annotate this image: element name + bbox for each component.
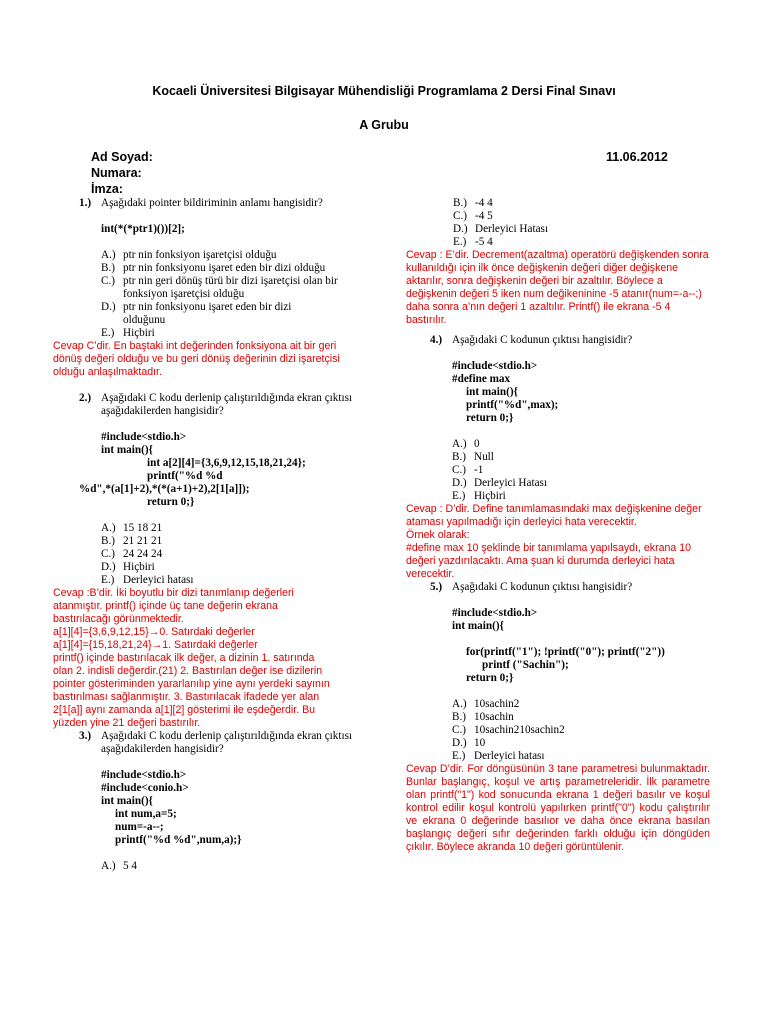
option-c [101, 548, 379, 561]
answer-3: Cevap : E’dir. Decrement(azaltma) operatörü değişkenden sonra kullanıldığı için ilk önce değişkenin değeri diğer değişkene aktarılır, sonra değişkenin değeri bir azaltılır. Böylece a değişkenin değeri 5 iken num değikeninine -5 atanır(num=-a--;) daha sonra a’nın değeri 1 azaltılır. Printf() ile ekrana -5 4 bastırılır. [406, 249, 709, 326]
code-block [430, 360, 712, 425]
option-text: 24 24 24 [123, 548, 163, 560]
code-line: #include<stdio.h> [101, 431, 187, 443]
answer-2 [53, 587, 331, 730]
option-letter: B.) [452, 451, 466, 463]
code-line: return 0;} [466, 672, 514, 684]
question-prompt: Aşağıdaki C kodunun çıktısı hangisidir? [452, 334, 633, 346]
option-letter: A.) [101, 860, 116, 872]
right-column [406, 197, 712, 854]
left-column [53, 197, 379, 873]
option-letter: B.) [452, 711, 466, 723]
option-a [101, 249, 379, 262]
option-letter: B.) [453, 197, 467, 209]
question-prompt: Aşağıdaki C kodu derlenip çalıştırıldığında ekran çıktısı aşağıdakilerden hangisidir? [101, 730, 353, 755]
option-text: -5 4 [475, 236, 493, 248]
option-letter: C.) [453, 210, 467, 222]
option-text: 10 [474, 737, 486, 749]
option-d [101, 561, 379, 574]
question-number: 4.) [430, 334, 443, 346]
code-line: int a[2][4]={3,6,9,12,15,18,21,24}; [147, 457, 306, 469]
option-a [452, 698, 712, 711]
code-line: printf("%d %d",num,a);} [115, 834, 242, 846]
option-e [452, 490, 712, 503]
option-text: Hiçbiri [123, 327, 155, 339]
code-line: %d",*(a[1]+2),*(*(a+1)+2),2[1[a]]); [79, 483, 250, 495]
answer-line: a[1][4]={15,18,21,24}→1. Satırdaki değerler [53, 639, 258, 651]
question-prompt: Aşağıdaki C kodu derlenip çalıştırıldığında ekran çıktısı aşağıdakilerden hangisidir? [101, 392, 353, 417]
option-letter: C.) [101, 548, 115, 560]
option-e [453, 236, 712, 249]
option-text: Derleyici Hatası [474, 477, 547, 489]
code-line: return 0;} [147, 496, 195, 508]
code-line: printf("%d",max); [466, 399, 559, 411]
code-line: num=-a--; [115, 821, 164, 833]
question-5-text [430, 581, 712, 594]
question-number: 2.) [79, 392, 92, 404]
option-e [452, 750, 712, 763]
option-letter: A.) [452, 698, 467, 710]
option-text: Derleyici Hatası [475, 223, 548, 235]
option-text: Derleyici hatası [474, 750, 545, 762]
option-text: 15 18 21 [123, 522, 163, 534]
option-letter: C.) [101, 275, 115, 287]
option-text: -4 5 [475, 210, 493, 222]
option-c [453, 210, 712, 223]
question-2-text [79, 392, 363, 418]
question-number: 1.) [79, 197, 92, 209]
option-b [101, 262, 379, 275]
code-line: return 0;} [466, 412, 514, 424]
answer-5: Cevap D’dir. For döngüsünün 3 tane parametresi bulunmaktadır. Bunlar başlangıç, koşul ve artış parametreleridir. İlk parametre olan printf("1") kod sonucunda ekrana 1 değeri basılır ve koşul kontrol edilir koşul kontrolü yapılırken printf("0") kodu çalıştırılır ve ekrana 0 değerinde basılıor ve daha önce ekrana basılan başlangıç değeri sıfır değerinden farklı olduğu için döngüden çıkılır. Böylece akranda 10 değeri görüntülenir. [406, 763, 710, 853]
question-prompt: Aşağıdaki pointer bildiriminin anlamı hangisidir? [101, 197, 323, 209]
student-info [91, 149, 153, 197]
option-c [452, 464, 712, 477]
question-3-text [79, 730, 363, 756]
option-letter: B.) [101, 262, 115, 274]
option-text: Derleyici hatası [123, 574, 194, 586]
question-5 [406, 581, 712, 763]
question-1-text [79, 197, 379, 210]
option-d [452, 477, 712, 490]
answer-line: Cevap :B’dir. İki boyutlu bir dizi tanımlanıp değerleri atanmıştır. printf() içinde üç tane değerin ekrana bastırılacağı görünmektedir. [53, 587, 294, 625]
option-c [452, 724, 712, 737]
name-label: Ad Soyad: [91, 150, 153, 164]
exam-date: 11.06.2012 [606, 150, 668, 164]
option-a [452, 438, 712, 451]
code-block [79, 431, 379, 509]
option-text: -4 4 [475, 197, 493, 209]
code-line: int main(){ [466, 386, 518, 398]
number-label: Numara: [91, 166, 142, 180]
option-b [452, 711, 712, 724]
code-block [430, 607, 712, 685]
option-letter: B.) [101, 535, 115, 547]
answer-line: #define max 10 şeklinde bir tanımlama yapılsaydı, ekrana 10 değeri yazdırılacaktı. Ama şuan ki durumda derleyici hata verecektir. [406, 542, 692, 580]
option-letter: D.) [452, 477, 467, 489]
answer-line: Örnek olarak: [406, 529, 470, 541]
option-letter: E.) [452, 750, 466, 762]
option-letter: C.) [452, 464, 466, 476]
option-text: 21 21 21 [123, 535, 163, 547]
option-text: Hiçbiri [474, 490, 506, 502]
option-letter: A.) [452, 438, 467, 450]
option-b [453, 197, 712, 210]
option-text: ptr nin fonksiyonu işaret eden bir dizi olduğu [123, 262, 326, 274]
option-letter: D.) [101, 561, 116, 573]
option-letter: D.) [101, 301, 116, 313]
option-d [453, 223, 712, 236]
answer-4 [406, 503, 710, 581]
option-text: ptr nin fonksiyonu işaret eden bir dizi olduğunu [123, 301, 292, 326]
option-letter: D.) [453, 223, 468, 235]
question-3 [53, 730, 379, 873]
question-4-text [430, 334, 712, 347]
option-text: ptr nin geri dönüş türü bir dizi işaretçisi olan bir fonksiyon işaretçisi olduğu [123, 275, 338, 300]
code-line: for(printf("1"); !printf("0"); printf("2")) [466, 646, 665, 658]
option-text: Hiçbiri [123, 561, 155, 573]
option-a [101, 860, 379, 873]
code-line: #define max [452, 373, 511, 385]
option-text: 10sachin2 [474, 698, 520, 710]
answer-line: Cevap : D’dir. Define tanımlamasındaki max değişkenine değer ataması yapılmadığı için derleyici hata verecektir. [406, 503, 702, 528]
code-line: #include<stdio.h> [452, 360, 538, 372]
option-b [101, 535, 379, 548]
option-d [452, 737, 712, 750]
option-text: -1 [474, 464, 484, 476]
option-letter: A.) [101, 522, 116, 534]
option-letter: E.) [101, 327, 115, 339]
option-b [452, 451, 712, 464]
code-line: printf ("Sachin"); [482, 659, 569, 671]
question-2 [53, 392, 379, 587]
option-letter: D.) [452, 737, 467, 749]
code-line: #include<stdio.h> [452, 607, 538, 619]
answer-1: Cevap C’dir. En baştaki int değerinden fonksiyona ait bir geri dönüş değeri olduğu ve bu geri dönüş değerinin dizi işaretçisi olduğu anlaşılmaktadır. [53, 340, 340, 378]
option-letter: E.) [453, 236, 467, 248]
answer-line: a[1][4]={3,6,9,12,15}→0. Satırdaki değerler [53, 626, 255, 638]
option-text: 10sachin210sachin2 [474, 724, 565, 736]
option-text: 5 4 [123, 860, 137, 872]
option-letter: E.) [101, 574, 115, 586]
code-line: int(*(*ptr1)())[2]; [101, 223, 185, 235]
exam-group: A Grubu [359, 118, 409, 132]
code-line: int main(){ [452, 620, 504, 632]
code-line: #include<stdio.h> [101, 769, 187, 781]
code-line: int main(){ [101, 444, 153, 456]
signature-label: İmza: [91, 182, 123, 196]
answer-line: printf() içinde bastırılacak ilk değer, a dizinin 1. satırında olan 2. indisli değerdir.(21) 2. Bastırılan değer ise dizilerin pointer gösteriminden yararlanılıp yine aynı yerdeki sayının bastırılması sağlanmıştır. 3. Bastırılacak ifadede yer alan 2[1[a]] aynı zamanda a[1][2] gösterimi ile eşdeğerdir. Bu yüzden yine 21 değeri bastırılır. [53, 652, 330, 729]
question-3-continued [406, 197, 712, 249]
code-line: int main(){ [101, 795, 153, 807]
option-text: 10sachin [474, 711, 514, 723]
option-e [101, 574, 379, 587]
option-text: Null [474, 451, 494, 463]
option-letter: C.) [452, 724, 466, 736]
code-line: printf("%d %d [147, 470, 223, 482]
option-letter: E.) [452, 490, 466, 502]
question-4 [406, 334, 712, 503]
question-number: 3.) [79, 730, 92, 742]
exam-title: Kocaeli Üniversitesi Bilgisayar Mühendisliği Programlama 2 Dersi Final Sınavı [152, 84, 616, 98]
option-c [101, 275, 361, 301]
option-e [101, 327, 379, 340]
question-prompt: Aşağıdaki C kodunun çıktısı hangisidir? [452, 581, 633, 593]
option-d [101, 301, 323, 327]
option-text: 0 [474, 438, 480, 450]
option-a [101, 522, 379, 535]
question-1 [53, 197, 379, 340]
option-text: ptr nin fonksiyon işaretçisi olduğu [123, 249, 277, 261]
code-line: int num,a=5; [115, 808, 177, 820]
code-line: #include<conio.h> [101, 782, 189, 794]
question-number: 5.) [430, 581, 443, 593]
code-block [79, 769, 379, 847]
option-letter: A.) [101, 249, 116, 261]
